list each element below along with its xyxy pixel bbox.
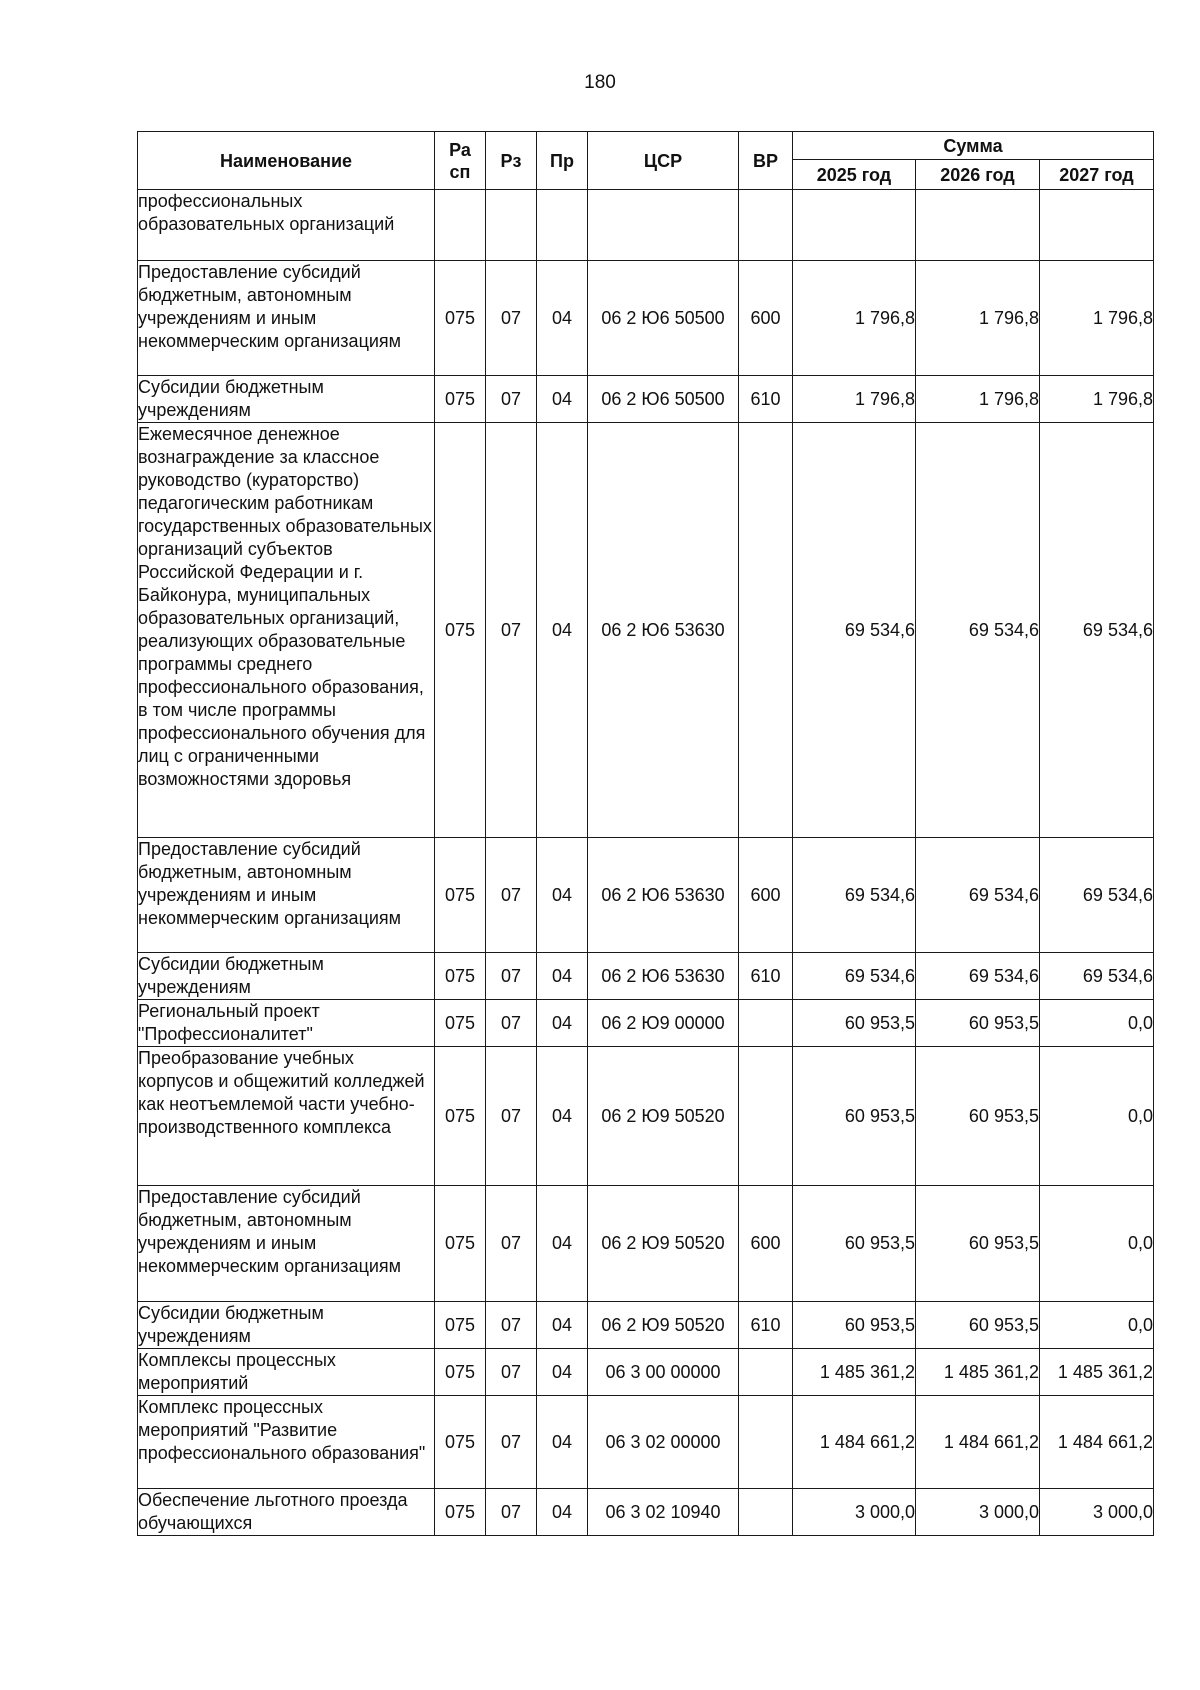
cell-pr: 04 — [537, 953, 588, 1000]
table-row — [138, 1000, 1154, 1047]
cell-amount-2025: 60 953,5 — [793, 1047, 916, 1186]
cell-rz: 07 — [486, 1396, 537, 1489]
cell-amount-2025: 1 796,8 — [793, 261, 916, 376]
cell-vr — [739, 423, 793, 838]
cell-name: профессиональных образовательных организаций — [138, 190, 435, 261]
table-row — [138, 838, 1154, 953]
header-rz: Рз — [486, 132, 537, 190]
cell-pr: 04 — [537, 1396, 588, 1489]
header-year-2025: 2025 год — [793, 160, 916, 190]
table-body — [138, 190, 1154, 1536]
cell-rz: 07 — [486, 838, 537, 953]
table-row — [138, 423, 1154, 838]
cell-amount-2026: 60 953,5 — [916, 1047, 1040, 1186]
cell-amount-2027 — [1040, 190, 1154, 261]
cell-pr: 04 — [537, 1302, 588, 1349]
cell-csr: 06 2 Ю9 50520 — [588, 1186, 739, 1302]
cell-amount-2027: 1 485 361,2 — [1040, 1349, 1154, 1396]
cell-amount-2026: 1 796,8 — [916, 261, 1040, 376]
cell-rasp: 075 — [435, 1349, 486, 1396]
cell-amount-2027: 0,0 — [1040, 1000, 1154, 1047]
cell-rz — [486, 190, 537, 261]
cell-pr: 04 — [537, 1047, 588, 1186]
cell-csr — [588, 190, 739, 261]
cell-name: Субсидии бюджетным учреждениям — [138, 953, 435, 1000]
cell-rasp: 075 — [435, 1302, 486, 1349]
cell-rz: 07 — [486, 376, 537, 423]
cell-amount-2027: 0,0 — [1040, 1186, 1154, 1302]
cell-name: Комплекс процессных мероприятий "Развитие профессионального образования" — [138, 1396, 435, 1489]
cell-pr: 04 — [537, 261, 588, 376]
cell-name: Региональный проект "Профессионалитет" — [138, 1000, 435, 1047]
cell-csr: 06 3 02 00000 — [588, 1396, 739, 1489]
table-row — [138, 261, 1154, 376]
cell-amount-2026: 3 000,0 — [916, 1489, 1040, 1536]
table-header — [138, 132, 1154, 190]
cell-amount-2027: 69 534,6 — [1040, 953, 1154, 1000]
cell-pr: 04 — [537, 1349, 588, 1396]
header-rasp-line2: сп — [449, 161, 471, 182]
cell-pr: 04 — [537, 376, 588, 423]
cell-name: Предоставление субсидий бюджетным, автономным учреждениям и иным некоммерческим организациям — [138, 261, 435, 376]
cell-name: Субсидии бюджетным учреждениям — [138, 376, 435, 423]
cell-vr: 610 — [739, 376, 793, 423]
cell-vr: 600 — [739, 1186, 793, 1302]
cell-csr: 06 2 Ю9 50520 — [588, 1047, 739, 1186]
cell-vr — [739, 1396, 793, 1489]
cell-rz: 07 — [486, 1349, 537, 1396]
cell-pr: 04 — [537, 423, 588, 838]
cell-vr: 600 — [739, 838, 793, 953]
cell-vr — [739, 1349, 793, 1396]
header-rasp — [435, 132, 486, 190]
cell-amount-2027: 1 484 661,2 — [1040, 1396, 1154, 1489]
cell-name: Комплексы процессных мероприятий — [138, 1349, 435, 1396]
cell-name: Ежемесячное денежное вознаграждение за классное руководство (кураторство) педагогическим работникам государственных образовательных организаций субъектов Российской Федерации и г. Байконура, муниципальных образовательных организаций, реализующих образовательные программы среднего профессионального образования, в том числе программы профессионального обучения для лиц с ограниченными возможностями здоровья — [138, 423, 435, 838]
cell-amount-2027: 0,0 — [1040, 1047, 1154, 1186]
cell-rz: 07 — [486, 1489, 537, 1536]
cell-rasp: 075 — [435, 1186, 486, 1302]
table-row — [138, 1489, 1154, 1536]
cell-pr: 04 — [537, 1489, 588, 1536]
cell-csr: 06 2 Ю9 00000 — [588, 1000, 739, 1047]
cell-rz: 07 — [486, 1302, 537, 1349]
header-rasp-line1: Ра — [449, 139, 471, 160]
cell-csr: 06 2 Ю6 53630 — [588, 838, 739, 953]
cell-amount-2025: 60 953,5 — [793, 1000, 916, 1047]
table-row — [138, 190, 1154, 261]
cell-rasp — [435, 190, 486, 261]
cell-pr: 04 — [537, 838, 588, 953]
cell-amount-2026: 1 485 361,2 — [916, 1349, 1040, 1396]
header-year-2027: 2027 год — [1040, 160, 1154, 190]
cell-csr: 06 3 02 10940 — [588, 1489, 739, 1536]
cell-name: Преобразование учебных корпусов и общежитий колледжей как неотъемлемой части учебно-производственного комплекса — [138, 1047, 435, 1186]
table-row — [138, 1396, 1154, 1489]
cell-rz: 07 — [486, 261, 537, 376]
cell-amount-2025: 69 534,6 — [793, 423, 916, 838]
cell-amount-2025: 3 000,0 — [793, 1489, 916, 1536]
cell-rasp: 075 — [435, 261, 486, 376]
cell-rz: 07 — [486, 423, 537, 838]
cell-rz: 07 — [486, 953, 537, 1000]
cell-csr: 06 2 Ю6 50500 — [588, 376, 739, 423]
cell-amount-2026: 69 534,6 — [916, 423, 1040, 838]
budget-table — [137, 131, 1154, 1536]
cell-amount-2026: 1 796,8 — [916, 376, 1040, 423]
cell-name: Предоставление субсидий бюджетным, автономным учреждениям и иным некоммерческим организациям — [138, 838, 435, 953]
table-row — [138, 1349, 1154, 1396]
cell-csr: 06 2 Ю6 53630 — [588, 423, 739, 838]
cell-amount-2025: 69 534,6 — [793, 953, 916, 1000]
cell-csr: 06 3 00 00000 — [588, 1349, 739, 1396]
page-number: 180 — [584, 72, 616, 93]
cell-amount-2025: 1 484 661,2 — [793, 1396, 916, 1489]
cell-vr: 600 — [739, 261, 793, 376]
cell-rasp: 075 — [435, 838, 486, 953]
header-pr: Пр — [537, 132, 588, 190]
cell-amount-2025: 69 534,6 — [793, 838, 916, 953]
cell-vr — [739, 1000, 793, 1047]
cell-rasp: 075 — [435, 1489, 486, 1536]
cell-amount-2025: 60 953,5 — [793, 1302, 916, 1349]
cell-amount-2025: 1 485 361,2 — [793, 1349, 916, 1396]
header-year-2026: 2026 год — [916, 160, 1040, 190]
cell-amount-2027: 3 000,0 — [1040, 1489, 1154, 1536]
cell-rz: 07 — [486, 1047, 537, 1186]
cell-vr — [739, 190, 793, 261]
cell-csr: 06 2 Ю9 50520 — [588, 1302, 739, 1349]
cell-name: Обеспечение льготного проезда обучающихся — [138, 1489, 435, 1536]
cell-name: Субсидии бюджетным учреждениям — [138, 1302, 435, 1349]
table-row — [138, 953, 1154, 1000]
cell-amount-2027: 1 796,8 — [1040, 376, 1154, 423]
cell-amount-2026 — [916, 190, 1040, 261]
cell-csr: 06 2 Ю6 50500 — [588, 261, 739, 376]
cell-name: Предоставление субсидий бюджетным, автономным учреждениям и иным некоммерческим организациям — [138, 1186, 435, 1302]
cell-vr — [739, 1489, 793, 1536]
cell-amount-2027: 1 796,8 — [1040, 261, 1154, 376]
cell-amount-2027: 0,0 — [1040, 1302, 1154, 1349]
cell-pr: 04 — [537, 1186, 588, 1302]
cell-vr: 610 — [739, 1302, 793, 1349]
cell-rasp: 075 — [435, 1000, 486, 1047]
cell-amount-2027: 69 534,6 — [1040, 423, 1154, 838]
cell-rasp: 075 — [435, 423, 486, 838]
cell-vr: 610 — [739, 953, 793, 1000]
cell-vr — [739, 1047, 793, 1186]
cell-csr: 06 2 Ю6 53630 — [588, 953, 739, 1000]
cell-rz: 07 — [486, 1000, 537, 1047]
cell-amount-2026: 69 534,6 — [916, 838, 1040, 953]
cell-amount-2026: 60 953,5 — [916, 1186, 1040, 1302]
cell-amount-2026: 60 953,5 — [916, 1000, 1040, 1047]
cell-pr: 04 — [537, 1000, 588, 1047]
cell-rasp: 075 — [435, 1047, 486, 1186]
cell-amount-2025 — [793, 190, 916, 261]
table-row — [138, 1047, 1154, 1186]
header-name: Наименование — [138, 132, 435, 190]
table-row — [138, 1186, 1154, 1302]
cell-rasp: 075 — [435, 1396, 486, 1489]
cell-amount-2026: 1 484 661,2 — [916, 1396, 1040, 1489]
cell-rz: 07 — [486, 1186, 537, 1302]
cell-rasp: 075 — [435, 376, 486, 423]
cell-amount-2026: 69 534,6 — [916, 953, 1040, 1000]
table-row — [138, 376, 1154, 423]
table-row — [138, 1302, 1154, 1349]
header-vr: ВР — [739, 132, 793, 190]
header-summa: Сумма — [793, 132, 1154, 160]
cell-rasp: 075 — [435, 953, 486, 1000]
cell-amount-2025: 1 796,8 — [793, 376, 916, 423]
cell-amount-2026: 60 953,5 — [916, 1302, 1040, 1349]
cell-amount-2027: 69 534,6 — [1040, 838, 1154, 953]
header-csr: ЦСР — [588, 132, 739, 190]
cell-amount-2025: 60 953,5 — [793, 1186, 916, 1302]
cell-pr — [537, 190, 588, 261]
